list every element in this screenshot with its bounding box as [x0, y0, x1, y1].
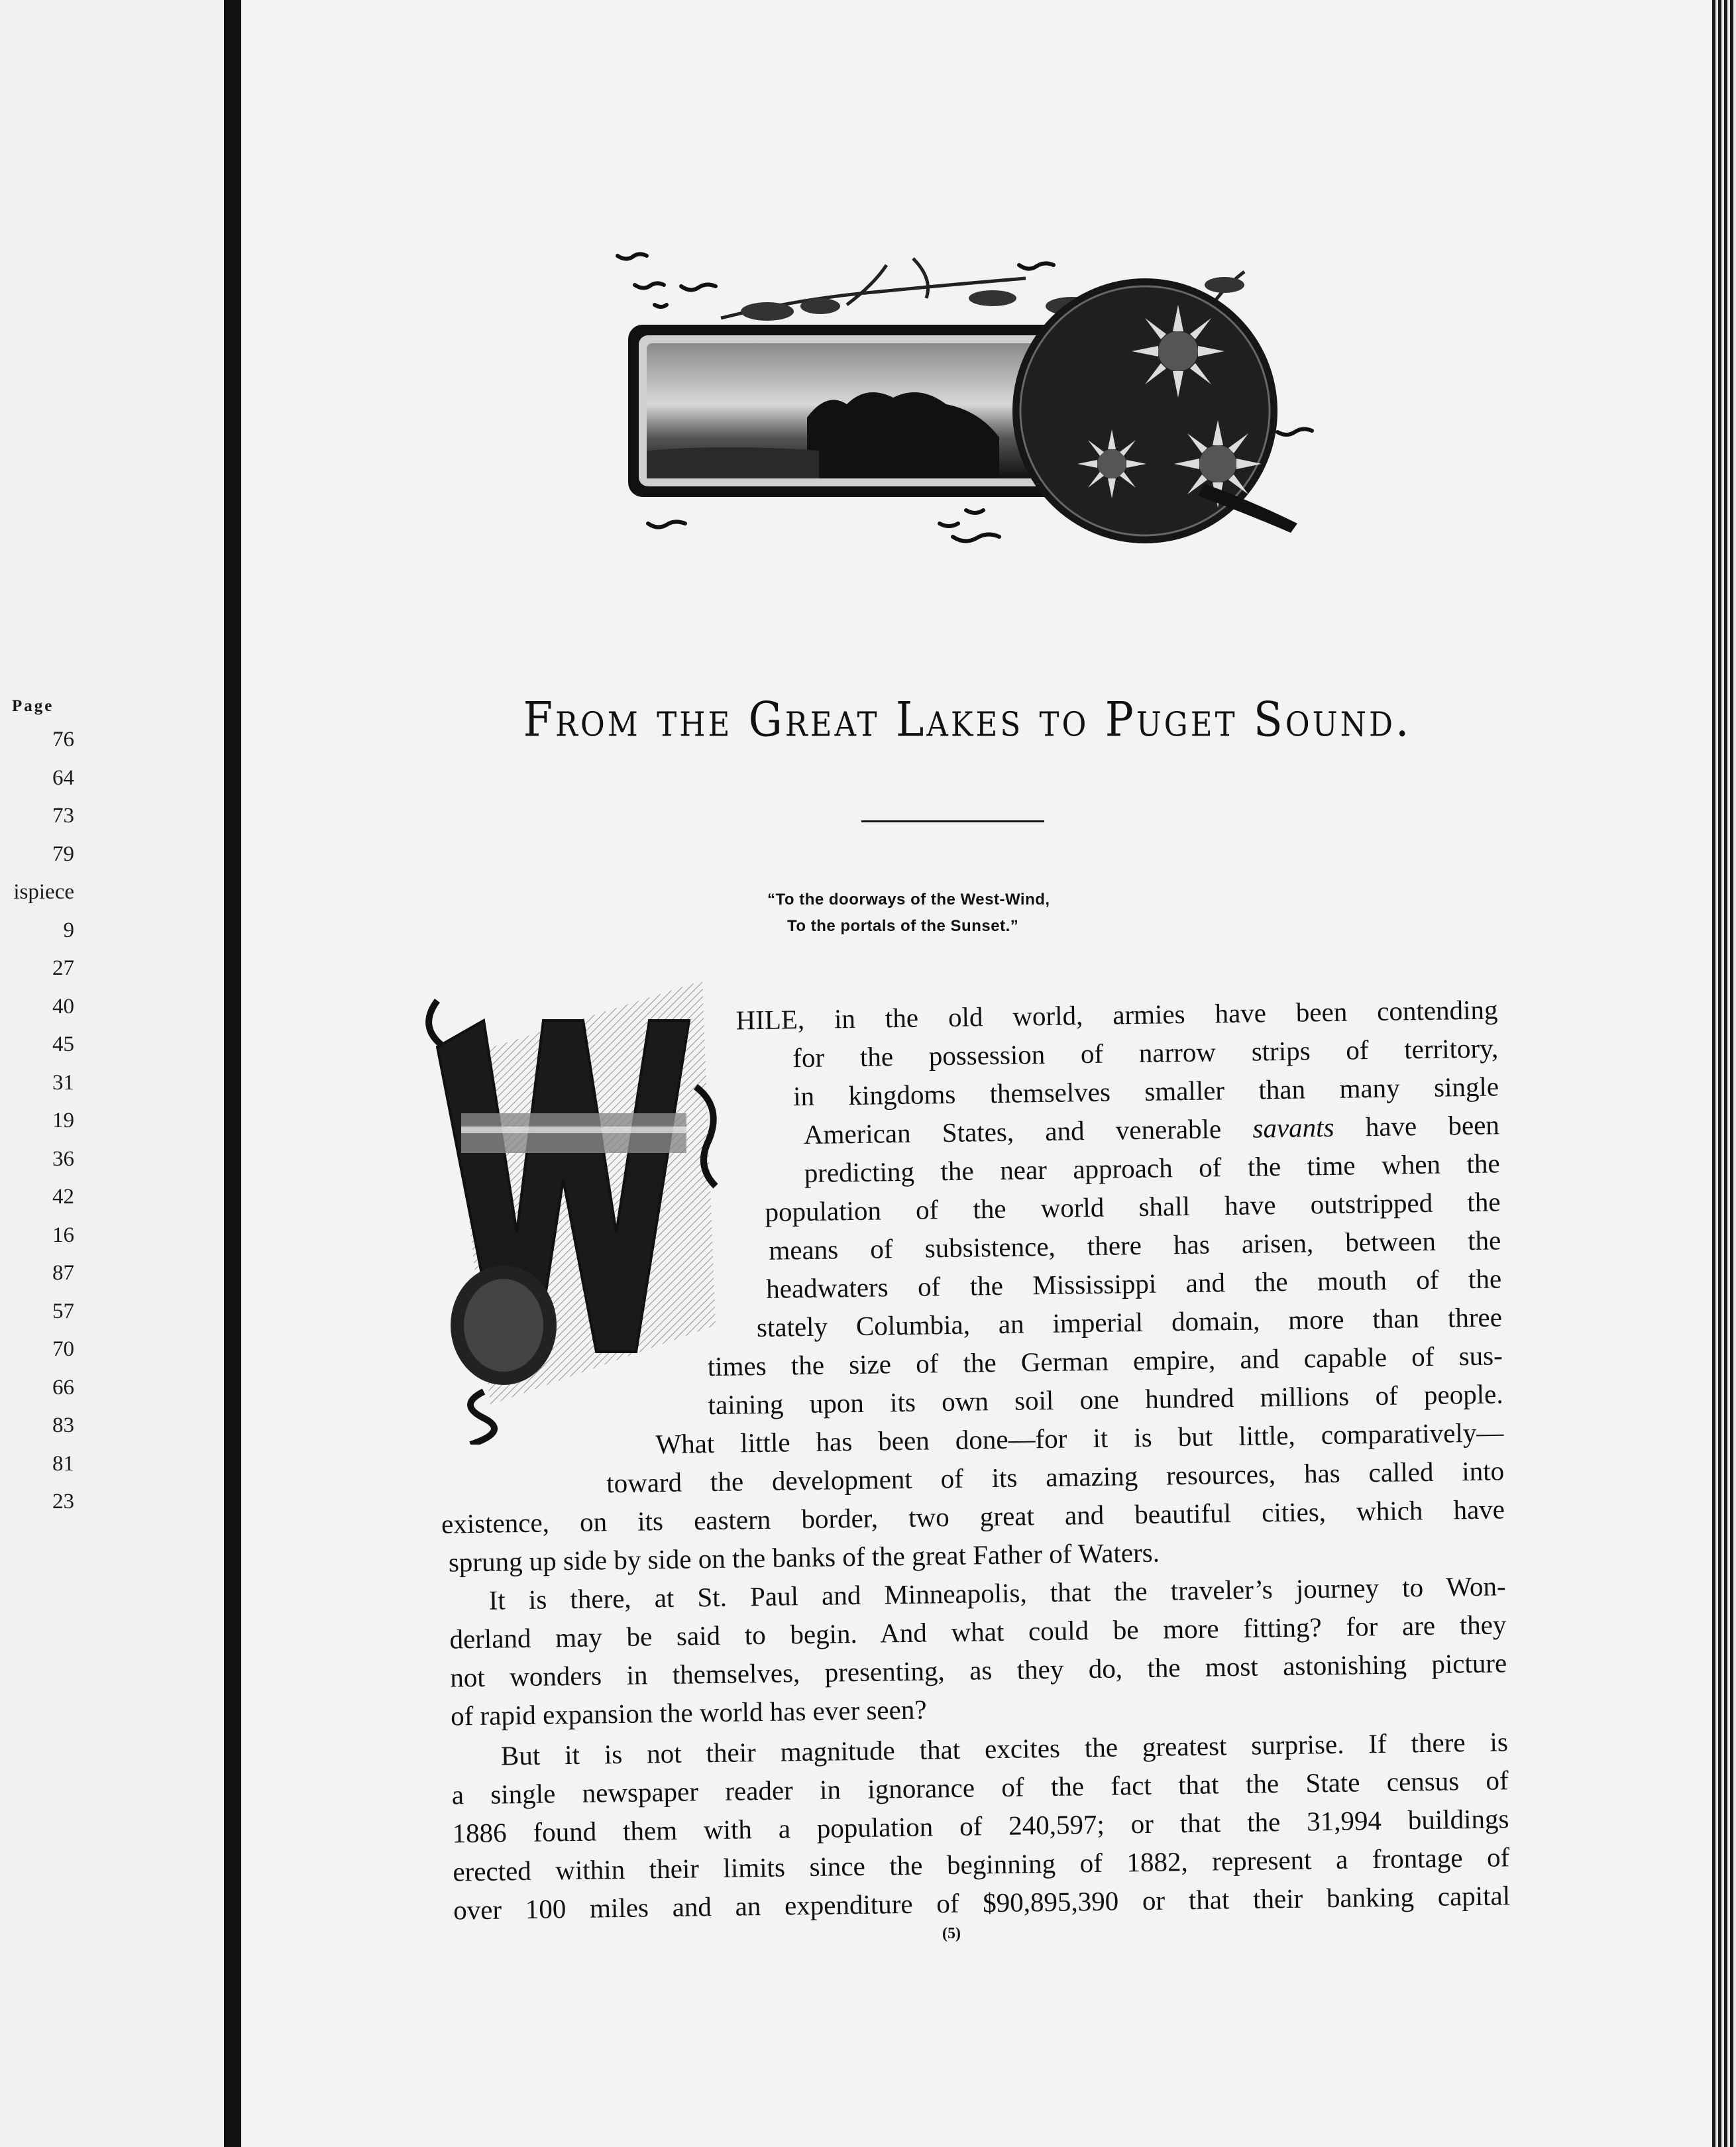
index-number: 73	[52, 804, 74, 828]
index-number: 66	[52, 1375, 74, 1400]
body-line: of rapid expansion the world has ever seen?	[450, 1694, 927, 1732]
index-number: 27	[52, 956, 74, 980]
body-line: in kingdoms themselves smaller than many single	[792, 1071, 1499, 1112]
page-edge	[1712, 0, 1736, 2147]
landscape-vignette-icon	[608, 245, 1337, 563]
index-number: 36	[52, 1146, 74, 1171]
body-line: population of the world shall have outstripped the	[765, 1186, 1501, 1227]
body-line: sprung up side by side on the banks of the great Father of Waters.	[448, 1537, 1160, 1578]
index-page-numbers	[0, 721, 74, 1521]
body-line: a single newspaper reader in ignorance of the fact that the State census of	[451, 1765, 1509, 1810]
body-line: existence, on its eastern border, two great and beautiful cities, which have	[441, 1494, 1505, 1539]
body-line: But it is not their magnitude that excites the greatest surprise. If there is	[500, 1726, 1509, 1771]
body-line: What little has been done—for it is but little, comparatively—	[655, 1417, 1504, 1460]
index-number: 79	[52, 842, 74, 866]
page-number: (5)	[942, 1925, 961, 1942]
epigraph-line: “To the doorways of the West-Wind,	[767, 891, 1050, 908]
body-line: headwaters of the Mississippi and the mouth of the	[765, 1263, 1502, 1304]
previous-page	[0, 0, 224, 2147]
body-line: over 100 miles and an expenditure of $90,895,390 or that their banking capital	[453, 1880, 1511, 1926]
index-number: 16	[52, 1223, 74, 1247]
index-number: 87	[52, 1261, 74, 1285]
index-number: 81	[52, 1451, 74, 1476]
index-number: 23	[52, 1490, 74, 1514]
index-number: 57	[52, 1299, 74, 1323]
index-heading: Page	[12, 697, 54, 715]
body-line: for the possession of narrow strips of territory,	[792, 1032, 1499, 1074]
index-number: 45	[52, 1032, 74, 1056]
body-line: HILE, in the old world, armies have been contending	[735, 994, 1498, 1036]
body-line: erected within their limits since the beginning of 1882, represent a frontage of	[453, 1842, 1510, 1887]
epigraph-line: To the portals of the Sunset.”	[787, 917, 1019, 935]
index-number: ispiece	[13, 880, 74, 904]
index-number: 76	[52, 728, 74, 751]
decorated-initial-w-icon	[411, 981, 742, 1445]
body-line: taining upon its own soil one hundred millions of people.	[708, 1378, 1503, 1421]
body-line: not wonders in themselves, presenting, as they do, the most astonishing picture	[450, 1647, 1507, 1693]
index-number: 9	[63, 918, 74, 942]
body-line: 1886 found them with a population of 240,597; or that the 31,994 buildings	[452, 1803, 1509, 1849]
book-spine	[224, 0, 241, 2147]
index-number: 64	[52, 765, 74, 790]
index-number: 83	[52, 1413, 74, 1437]
title-rule	[861, 820, 1044, 822]
body-line: stately Columbia, an imperial domain, more than three	[756, 1301, 1503, 1343]
body-line: American States, and venerable savants have been	[803, 1109, 1500, 1150]
chapter-title: From the Great Lakes to Puget Sound.	[523, 692, 1412, 748]
body-line: toward the development of its amazing resources, has called into	[606, 1455, 1505, 1499]
index-number: 31	[52, 1070, 74, 1095]
body-line: derland may be said to begin. And what could be more fitting? for are they	[449, 1609, 1507, 1655]
index-number: 40	[52, 994, 74, 1018]
italic-word: savants	[1252, 1111, 1334, 1144]
index-number: 42	[52, 1185, 74, 1209]
body-line: means of subsistence, there has arisen, between the	[769, 1225, 1501, 1266]
body-line: predicting the near approach of the time when the	[804, 1148, 1500, 1189]
body-line: times the size of the German empire, and capable of sus-	[707, 1340, 1503, 1382]
epigraph	[767, 887, 1050, 940]
index-number: 19	[52, 1109, 74, 1132]
body-line: It is there, at St. Paul and Minneapolis, that the traveler’s journey to Won-	[488, 1570, 1506, 1616]
index-number: 70	[52, 1337, 74, 1361]
